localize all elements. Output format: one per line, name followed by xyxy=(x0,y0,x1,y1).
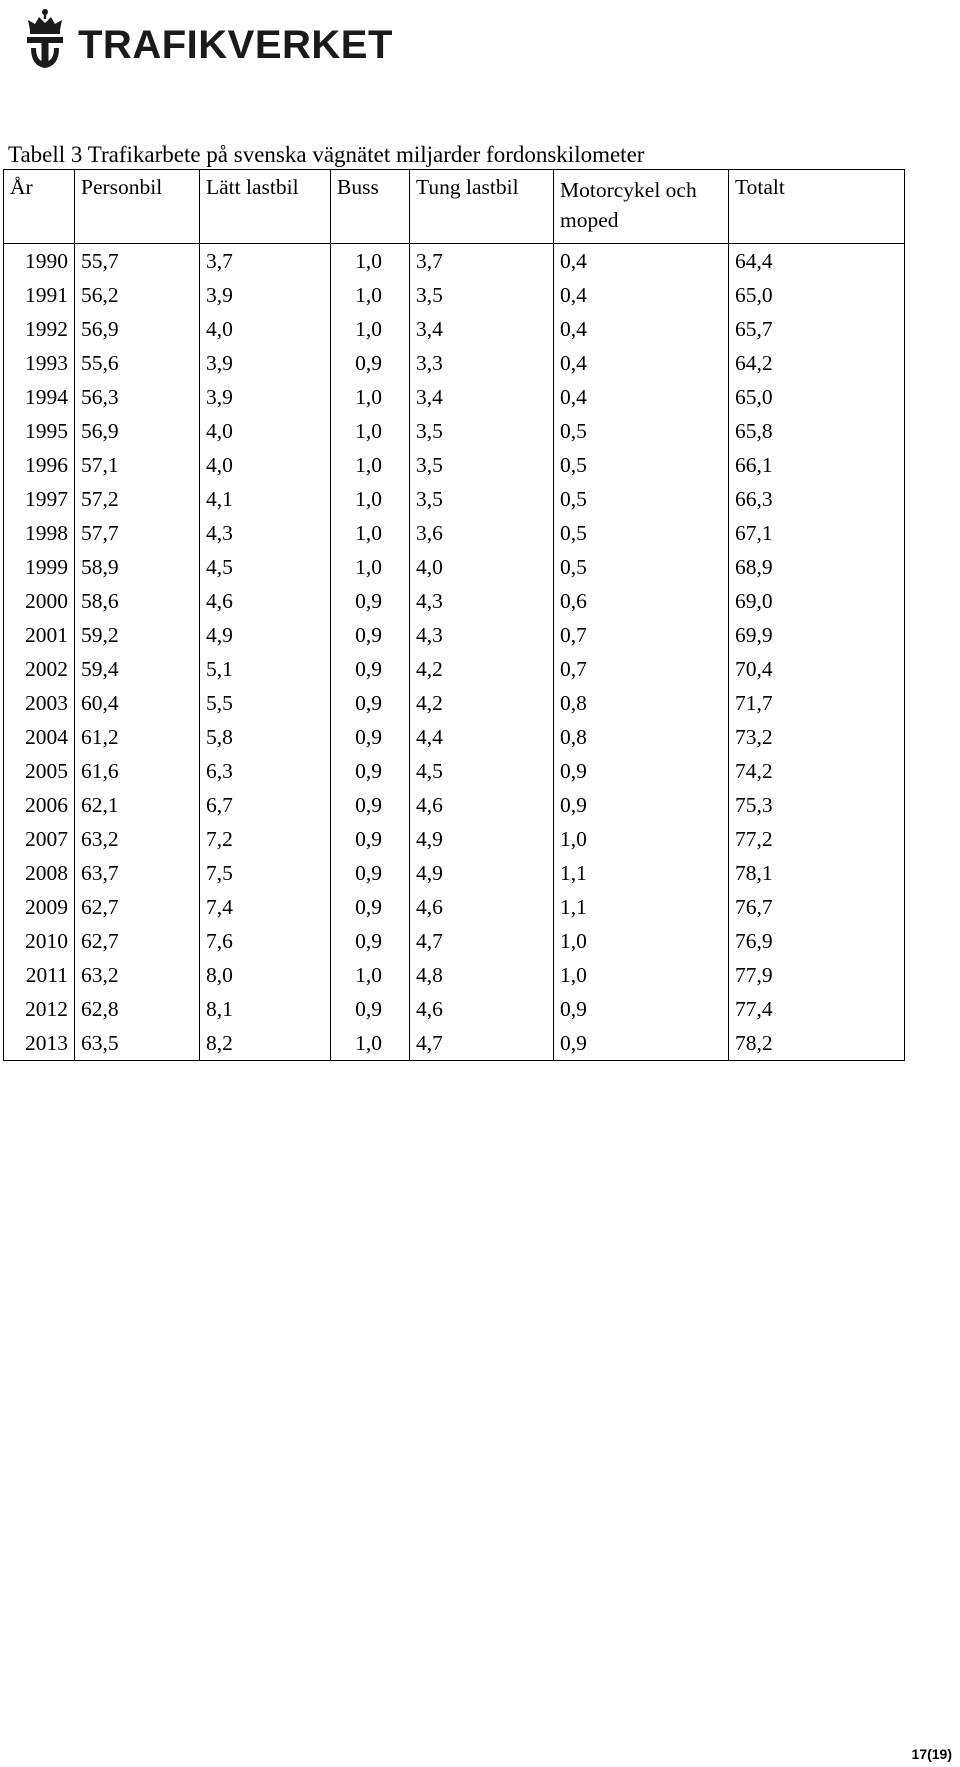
cell-year: 2010 xyxy=(4,924,75,958)
cell-motorcykel-moped: 1,0 xyxy=(554,924,729,958)
cell-latt-lastbil: 3,9 xyxy=(200,380,331,414)
cell-latt-lastbil: 4,6 xyxy=(200,584,331,618)
cell-tung-lastbil: 3,3 xyxy=(410,346,554,380)
column-header-totalt: Totalt xyxy=(729,170,905,244)
page-number: 17(19) xyxy=(911,1746,952,1762)
cell-buss: 0,9 xyxy=(331,652,410,686)
table-row xyxy=(4,414,905,448)
cell-tung-lastbil: 4,8 xyxy=(410,958,554,992)
table-caption: Tabell 3 Trafikarbete på svenska vägnätet miljarder fordonskilometer xyxy=(8,142,645,167)
table-row xyxy=(4,482,905,516)
table-row xyxy=(4,788,905,822)
cell-tung-lastbil: 3,6 xyxy=(410,516,554,550)
cell-personbil: 55,7 xyxy=(75,244,200,279)
cell-personbil: 58,9 xyxy=(75,550,200,584)
cell-latt-lastbil: 3,9 xyxy=(200,346,331,380)
cell-motorcykel-moped: 0,8 xyxy=(554,686,729,720)
column-header-motorcykel: Motorcykel och moped xyxy=(554,170,729,244)
cell-totalt: 65,7 xyxy=(729,312,905,346)
cell-buss: 0,9 xyxy=(331,822,410,856)
cell-year: 2013 xyxy=(4,1026,75,1061)
cell-latt-lastbil: 5,1 xyxy=(200,652,331,686)
cell-tung-lastbil: 3,7 xyxy=(410,244,554,279)
cell-year: 1998 xyxy=(4,516,75,550)
cell-personbil: 63,2 xyxy=(75,822,200,856)
cell-tung-lastbil: 4,3 xyxy=(410,584,554,618)
cell-latt-lastbil: 4,9 xyxy=(200,618,331,652)
cell-year: 1995 xyxy=(4,414,75,448)
cell-totalt: 77,9 xyxy=(729,958,905,992)
cell-personbil: 59,4 xyxy=(75,652,200,686)
cell-tung-lastbil: 4,7 xyxy=(410,924,554,958)
cell-latt-lastbil: 5,8 xyxy=(200,720,331,754)
cell-motorcykel-moped: 1,0 xyxy=(554,958,729,992)
cell-buss: 0,9 xyxy=(331,856,410,890)
traffic-table xyxy=(3,169,905,1061)
cell-totalt: 66,1 xyxy=(729,448,905,482)
cell-personbil: 61,6 xyxy=(75,754,200,788)
table-row xyxy=(4,652,905,686)
cell-personbil: 60,4 xyxy=(75,686,200,720)
cell-buss: 1,0 xyxy=(331,244,410,279)
cell-totalt: 69,9 xyxy=(729,618,905,652)
cell-motorcykel-moped: 0,7 xyxy=(554,652,729,686)
cell-motorcykel-moped: 0,9 xyxy=(554,1026,729,1061)
cell-buss: 1,0 xyxy=(331,448,410,482)
cell-motorcykel-moped: 0,7 xyxy=(554,618,729,652)
cell-year: 2008 xyxy=(4,856,75,890)
cell-year: 1997 xyxy=(4,482,75,516)
cell-year: 2004 xyxy=(4,720,75,754)
cell-totalt: 73,2 xyxy=(729,720,905,754)
cell-buss: 1,0 xyxy=(331,312,410,346)
cell-totalt: 68,9 xyxy=(729,550,905,584)
cell-motorcykel-moped: 0,6 xyxy=(554,584,729,618)
cell-year: 2001 xyxy=(4,618,75,652)
cell-buss: 0,9 xyxy=(331,890,410,924)
cell-personbil: 63,5 xyxy=(75,1026,200,1061)
column-header-tung-lastbil: Tung lastbil xyxy=(410,170,554,244)
cell-totalt: 75,3 xyxy=(729,788,905,822)
cell-personbil: 62,1 xyxy=(75,788,200,822)
cell-latt-lastbil: 4,3 xyxy=(200,516,331,550)
cell-latt-lastbil: 6,3 xyxy=(200,754,331,788)
cell-totalt: 65,0 xyxy=(729,380,905,414)
table-row xyxy=(4,380,905,414)
cell-personbil: 55,6 xyxy=(75,346,200,380)
cell-personbil: 56,9 xyxy=(75,312,200,346)
cell-motorcykel-moped: 0,5 xyxy=(554,482,729,516)
table-row xyxy=(4,720,905,754)
cell-personbil: 56,9 xyxy=(75,414,200,448)
cell-totalt: 69,0 xyxy=(729,584,905,618)
cell-tung-lastbil: 4,9 xyxy=(410,856,554,890)
cell-buss: 0,9 xyxy=(331,618,410,652)
cell-buss: 0,9 xyxy=(331,992,410,1026)
table-row xyxy=(4,686,905,720)
cell-tung-lastbil: 4,5 xyxy=(410,754,554,788)
cell-tung-lastbil: 4,2 xyxy=(410,652,554,686)
table-row xyxy=(4,618,905,652)
cell-totalt: 65,8 xyxy=(729,414,905,448)
cell-personbil: 62,7 xyxy=(75,890,200,924)
column-header-year: År xyxy=(4,170,75,244)
cell-latt-lastbil: 7,2 xyxy=(200,822,331,856)
cell-year: 2011 xyxy=(4,958,75,992)
cell-totalt: 70,4 xyxy=(729,652,905,686)
cell-tung-lastbil: 4,6 xyxy=(410,788,554,822)
cell-buss: 0,9 xyxy=(331,584,410,618)
cell-totalt: 76,7 xyxy=(729,890,905,924)
cell-latt-lastbil: 4,0 xyxy=(200,448,331,482)
cell-year: 1992 xyxy=(4,312,75,346)
cell-buss: 1,0 xyxy=(331,516,410,550)
cell-totalt: 77,4 xyxy=(729,992,905,1026)
cell-year: 2012 xyxy=(4,992,75,1026)
cell-motorcykel-moped: 0,5 xyxy=(554,448,729,482)
cell-latt-lastbil: 4,1 xyxy=(200,482,331,516)
cell-buss: 0,9 xyxy=(331,686,410,720)
trafikverket-logo xyxy=(22,4,393,76)
cell-year: 2003 xyxy=(4,686,75,720)
table-row xyxy=(4,244,905,279)
cell-tung-lastbil: 3,5 xyxy=(410,448,554,482)
table-row xyxy=(4,1026,905,1061)
cell-year: 2009 xyxy=(4,890,75,924)
cell-buss: 0,9 xyxy=(331,346,410,380)
table-row xyxy=(4,346,905,380)
cell-buss: 0,9 xyxy=(331,720,410,754)
cell-personbil: 63,2 xyxy=(75,958,200,992)
cell-buss: 1,0 xyxy=(331,414,410,448)
cell-buss: 0,9 xyxy=(331,788,410,822)
cell-totalt: 66,3 xyxy=(729,482,905,516)
cell-personbil: 59,2 xyxy=(75,618,200,652)
cell-year: 2005 xyxy=(4,754,75,788)
cell-latt-lastbil: 8,1 xyxy=(200,992,331,1026)
cell-totalt: 74,2 xyxy=(729,754,905,788)
cell-tung-lastbil: 3,5 xyxy=(410,482,554,516)
logo-wordmark: TRAFIKVERKET xyxy=(78,22,393,67)
cell-tung-lastbil: 3,4 xyxy=(410,380,554,414)
cell-motorcykel-moped: 0,5 xyxy=(554,516,729,550)
cell-personbil: 57,7 xyxy=(75,516,200,550)
cell-personbil: 56,2 xyxy=(75,278,200,312)
cell-motorcykel-moped: 0,5 xyxy=(554,550,729,584)
cell-buss: 0,9 xyxy=(331,924,410,958)
table-row xyxy=(4,856,905,890)
cell-motorcykel-moped: 1,1 xyxy=(554,890,729,924)
cell-motorcykel-moped: 0,4 xyxy=(554,278,729,312)
cell-latt-lastbil: 7,4 xyxy=(200,890,331,924)
cell-tung-lastbil: 3,4 xyxy=(410,312,554,346)
cell-motorcykel-moped: 0,9 xyxy=(554,992,729,1026)
cell-motorcykel-moped: 1,1 xyxy=(554,856,729,890)
cell-buss: 1,0 xyxy=(331,958,410,992)
cell-tung-lastbil: 4,3 xyxy=(410,618,554,652)
cell-tung-lastbil: 4,4 xyxy=(410,720,554,754)
table-row xyxy=(4,312,905,346)
cell-year: 2007 xyxy=(4,822,75,856)
column-header-personbil: Personbil xyxy=(75,170,200,244)
cell-latt-lastbil: 4,0 xyxy=(200,312,331,346)
cell-tung-lastbil: 4,9 xyxy=(410,822,554,856)
cell-personbil: 56,3 xyxy=(75,380,200,414)
table-row xyxy=(4,958,905,992)
cell-year: 1996 xyxy=(4,448,75,482)
cell-tung-lastbil: 4,6 xyxy=(410,992,554,1026)
cell-latt-lastbil: 3,7 xyxy=(200,244,331,279)
cell-buss: 1,0 xyxy=(331,550,410,584)
cell-motorcykel-moped: 0,9 xyxy=(554,788,729,822)
column-header-buss: Buss xyxy=(331,170,410,244)
cell-totalt: 78,1 xyxy=(729,856,905,890)
cell-year: 2006 xyxy=(4,788,75,822)
cell-totalt: 76,9 xyxy=(729,924,905,958)
cell-totalt: 64,4 xyxy=(729,244,905,279)
cell-year: 1994 xyxy=(4,380,75,414)
table-row xyxy=(4,890,905,924)
cell-tung-lastbil: 4,2 xyxy=(410,686,554,720)
cell-motorcykel-moped: 0,4 xyxy=(554,312,729,346)
table-row xyxy=(4,278,905,312)
cell-latt-lastbil: 4,5 xyxy=(200,550,331,584)
table-row xyxy=(4,448,905,482)
cell-buss: 1,0 xyxy=(331,482,410,516)
cell-totalt: 71,7 xyxy=(729,686,905,720)
cell-motorcykel-moped: 0,8 xyxy=(554,720,729,754)
cell-motorcykel-moped: 0,4 xyxy=(554,380,729,414)
table-row xyxy=(4,924,905,958)
cell-totalt: 64,2 xyxy=(729,346,905,380)
cell-personbil: 58,6 xyxy=(75,584,200,618)
table-header-row xyxy=(4,170,905,244)
cell-totalt: 77,2 xyxy=(729,822,905,856)
cell-totalt: 78,2 xyxy=(729,1026,905,1061)
cell-year: 1999 xyxy=(4,550,75,584)
cell-personbil: 57,2 xyxy=(75,482,200,516)
table-body xyxy=(4,244,905,1061)
cell-totalt: 67,1 xyxy=(729,516,905,550)
cell-latt-lastbil: 7,5 xyxy=(200,856,331,890)
cell-motorcykel-moped: 0,5 xyxy=(554,414,729,448)
cell-personbil: 61,2 xyxy=(75,720,200,754)
cell-personbil: 57,1 xyxy=(75,448,200,482)
table-row xyxy=(4,516,905,550)
cell-latt-lastbil: 4,0 xyxy=(200,414,331,448)
cell-personbil: 62,8 xyxy=(75,992,200,1026)
cell-personbil: 63,7 xyxy=(75,856,200,890)
cell-tung-lastbil: 3,5 xyxy=(410,278,554,312)
cell-motorcykel-moped: 0,4 xyxy=(554,346,729,380)
cell-motorcykel-moped: 1,0 xyxy=(554,822,729,856)
cell-latt-lastbil: 5,5 xyxy=(200,686,331,720)
cell-latt-lastbil: 7,6 xyxy=(200,924,331,958)
cell-buss: 0,9 xyxy=(331,754,410,788)
cell-year: 2000 xyxy=(4,584,75,618)
cell-buss: 1,0 xyxy=(331,380,410,414)
table-row xyxy=(4,584,905,618)
cell-tung-lastbil: 3,5 xyxy=(410,414,554,448)
cell-motorcykel-moped: 0,4 xyxy=(554,244,729,279)
cell-year: 1990 xyxy=(4,244,75,279)
cell-buss: 1,0 xyxy=(331,278,410,312)
cell-tung-lastbil: 4,6 xyxy=(410,890,554,924)
crown-t-icon xyxy=(22,8,68,72)
cell-latt-lastbil: 8,2 xyxy=(200,1026,331,1061)
cell-latt-lastbil: 6,7 xyxy=(200,788,331,822)
table-row xyxy=(4,822,905,856)
cell-latt-lastbil: 8,0 xyxy=(200,958,331,992)
table-row xyxy=(4,992,905,1026)
cell-latt-lastbil: 3,9 xyxy=(200,278,331,312)
cell-year: 2002 xyxy=(4,652,75,686)
table-row xyxy=(4,550,905,584)
cell-personbil: 62,7 xyxy=(75,924,200,958)
cell-year: 1993 xyxy=(4,346,75,380)
table-row xyxy=(4,754,905,788)
cell-tung-lastbil: 4,0 xyxy=(410,550,554,584)
cell-buss: 1,0 xyxy=(331,1026,410,1061)
cell-tung-lastbil: 4,7 xyxy=(410,1026,554,1061)
cell-year: 1991 xyxy=(4,278,75,312)
cell-totalt: 65,0 xyxy=(729,278,905,312)
cell-motorcykel-moped: 0,9 xyxy=(554,754,729,788)
column-header-latt-lastbil: Lätt lastbil xyxy=(200,170,331,244)
